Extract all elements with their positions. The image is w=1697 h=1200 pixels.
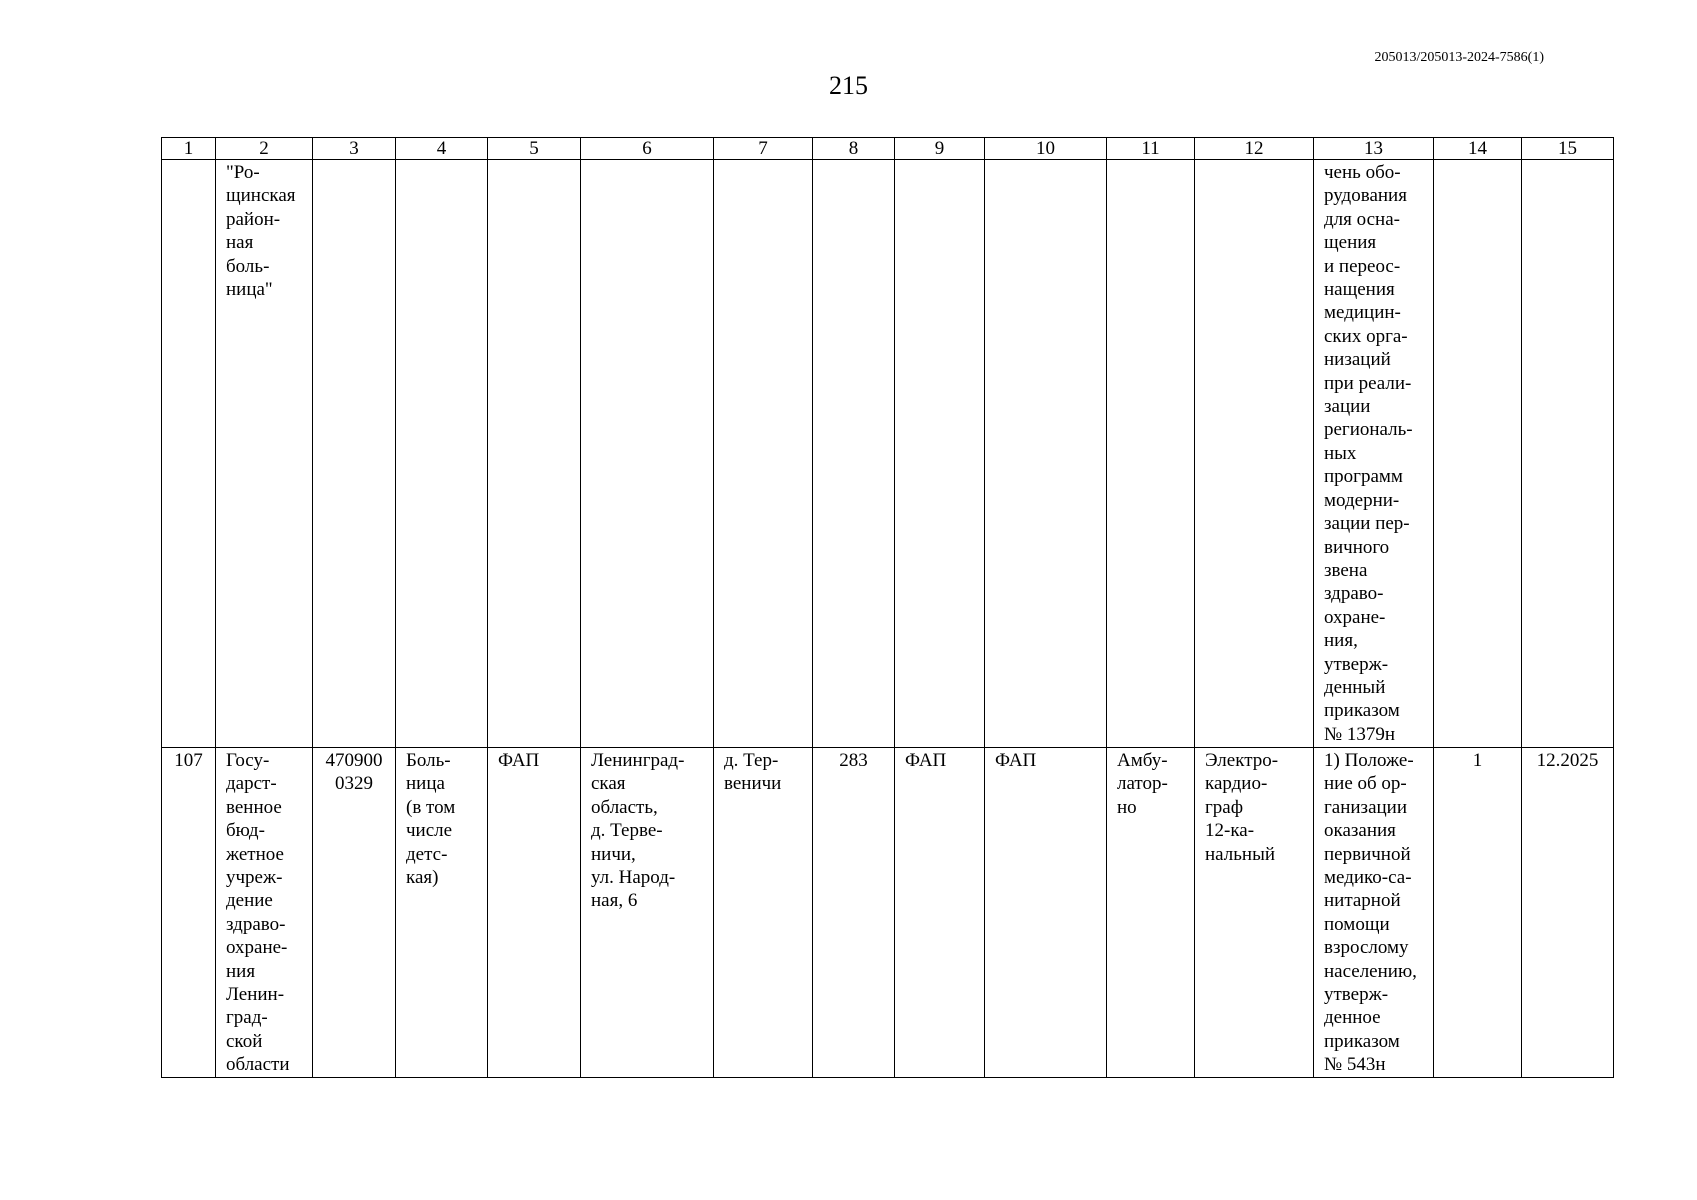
table-cell bbox=[1434, 160, 1522, 748]
table-cell: "Ро- щинская район- ная боль- ница" bbox=[216, 160, 313, 748]
column-number-header: 4 bbox=[396, 138, 488, 160]
column-number-header: 12 bbox=[1195, 138, 1314, 160]
table-row-continued bbox=[162, 160, 1614, 748]
table-cell: ФАП bbox=[895, 748, 985, 1078]
row-number-cell: 107 bbox=[162, 748, 216, 1078]
table-cell: ФАП bbox=[985, 748, 1107, 1078]
page-number: 215 bbox=[829, 71, 868, 100]
locality-cell: д. Тер- веничи bbox=[714, 748, 813, 1078]
facility-type-cell: Боль- ница (в том числе детс- кая) bbox=[396, 748, 488, 1078]
column-number-header: 9 bbox=[895, 138, 985, 160]
table-cell: чень обо- рудования для осна- щения и переос- нащения медицин- ских орга- низаций при реали- зации региональ- ных программ модерни- зации пер- вичного звена здраво- охране- ния, утверж- денный приказом № 1379н bbox=[1314, 160, 1434, 748]
regulation-cell: 1) Положе- ние об ор- ганизации оказания первичной медико-са- нитарной помощи взрослому населению, утверж- денное приказом № 543н bbox=[1314, 748, 1434, 1078]
equipment-cell: Электро- кардио- граф 12-ка- нальный bbox=[1195, 748, 1314, 1078]
table-cell bbox=[313, 160, 396, 748]
table-cell bbox=[488, 160, 581, 748]
table-row-107 bbox=[162, 748, 1614, 1078]
column-number-header: 6 bbox=[581, 138, 714, 160]
table-cell bbox=[813, 160, 895, 748]
table-cell bbox=[162, 160, 216, 748]
code-cell: 470900 0329 bbox=[313, 748, 396, 1078]
table-cell bbox=[396, 160, 488, 748]
date-cell: 12.2025 bbox=[1522, 748, 1614, 1078]
care-conditions-cell: Амбу- латор- но bbox=[1107, 748, 1195, 1078]
table-cell bbox=[895, 160, 985, 748]
column-number-header: 8 bbox=[813, 138, 895, 160]
column-number-header: 10 bbox=[985, 138, 1107, 160]
table-cell bbox=[1522, 160, 1614, 748]
table-cell bbox=[1195, 160, 1314, 748]
table-cell bbox=[581, 160, 714, 748]
column-number-header: 3 bbox=[313, 138, 396, 160]
register-table bbox=[161, 137, 1614, 1078]
column-number-header: 11 bbox=[1107, 138, 1195, 160]
table-cell bbox=[1107, 160, 1195, 748]
column-number-header-row bbox=[162, 138, 1614, 160]
column-number-header: 13 bbox=[1314, 138, 1434, 160]
table-cell bbox=[714, 160, 813, 748]
table-cell: ФАП bbox=[488, 748, 581, 1078]
column-number-header: 15 bbox=[1522, 138, 1614, 160]
column-number-header: 5 bbox=[488, 138, 581, 160]
column-number-header: 1 bbox=[162, 138, 216, 160]
population-cell: 283 bbox=[813, 748, 895, 1078]
column-number-header: 14 bbox=[1434, 138, 1522, 160]
column-number-header: 7 bbox=[714, 138, 813, 160]
institution-name-cell: Госу- дарст- венное бюд- жетное учреж- дение здраво- охране- ния Ленин- град- ской области bbox=[216, 748, 313, 1078]
table-cell bbox=[985, 160, 1107, 748]
quantity-cell: 1 bbox=[1434, 748, 1522, 1078]
column-number-header: 2 bbox=[216, 138, 313, 160]
document-registration-number: 205013/205013-2024-7586(1) bbox=[1374, 50, 1544, 65]
address-cell: Ленинград- ская область, д. Терве- ничи, ул. Народ- ная, 6 bbox=[581, 748, 714, 1078]
